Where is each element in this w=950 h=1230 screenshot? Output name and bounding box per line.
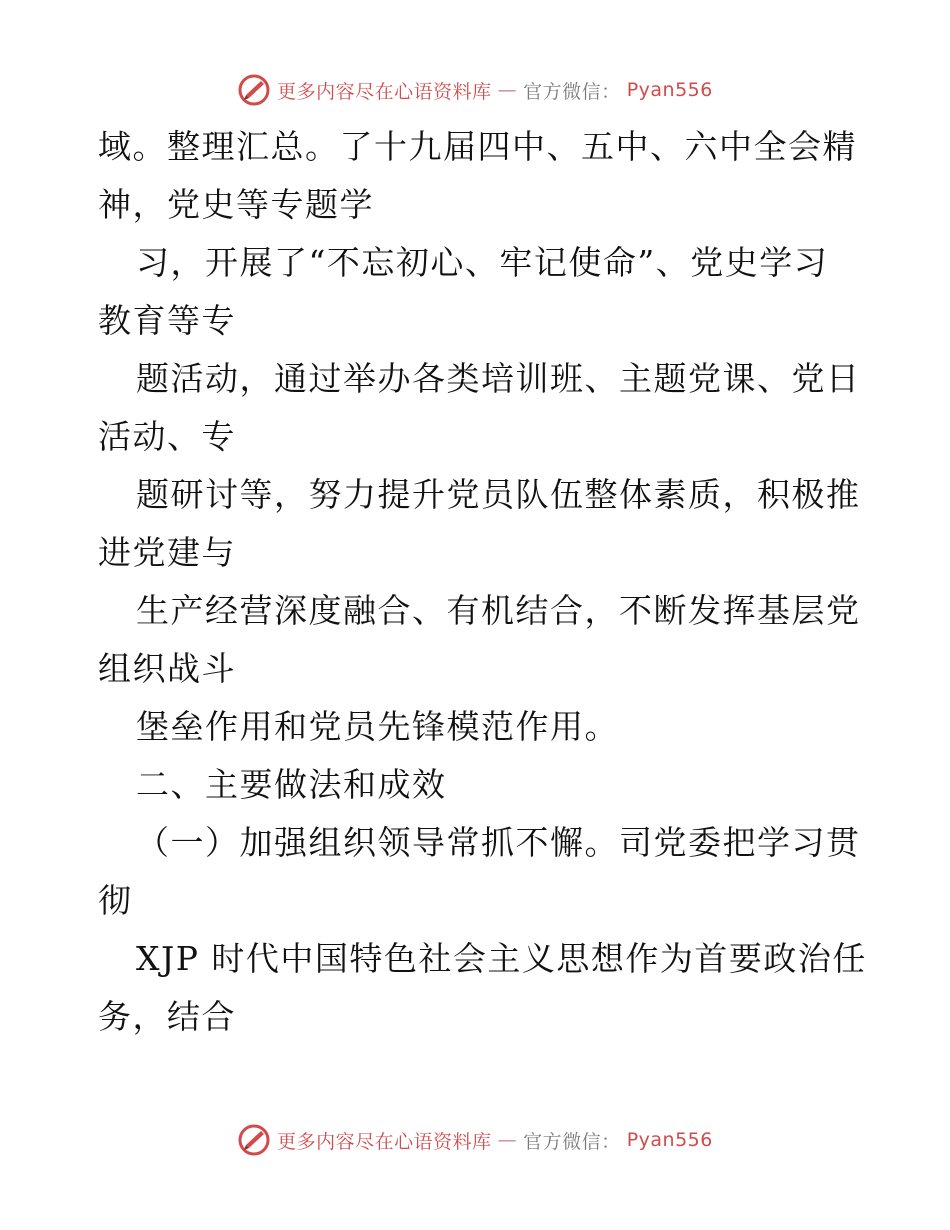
body-line: 神，党史等专题学 [98, 185, 374, 224]
watermark-separator: — [497, 1129, 518, 1151]
watermark-separator: — [497, 79, 518, 101]
body-line: 活动、专 [98, 417, 236, 456]
subsection-heading: （一）加强组织领导常抓不懈。司党委把学习贯 [136, 823, 861, 862]
footer-watermark [0, 1120, 950, 1160]
body-line: 题活动，通过举办各类培训班、主题党课、党日 [136, 359, 861, 398]
seal-logo-icon [237, 1123, 271, 1157]
watermark-wechat-id: Pyan556 [626, 79, 713, 101]
body-line: 题研讨等，努力提升党员队伍整体素质，积极推 [136, 475, 861, 514]
watermark-wechat-label: 官方微信： [523, 80, 621, 103]
seal-logo-icon [237, 73, 271, 107]
body-line: 域。整理汇总。了十九届四中、五中、六中全会精 [98, 127, 857, 166]
body-line: 生产经营深度融合、有机结合，不断发挥基层党 [136, 591, 861, 630]
body-line: 进党建与 [98, 533, 236, 572]
body-line: 习，开展了“不忘初心、牢记使命”、党史学习 [136, 243, 829, 282]
document-body [98, 118, 867, 1046]
body-line: XJP 时代中国特色社会主义思想作为首要政治任 [136, 939, 867, 978]
body-line: 堡垒作用和党员先锋模范作用。 [136, 707, 619, 746]
body-line: 组织战斗 [98, 649, 236, 688]
section-heading: 二、主要做法和成效 [136, 765, 447, 804]
body-line: 彻 [98, 881, 133, 920]
body-line: 务，结合 [98, 997, 236, 1036]
watermark-brand-text: 更多内容尽在心语资料库 [277, 1130, 492, 1153]
watermark-wechat-id: Pyan556 [626, 1129, 713, 1151]
watermark-brand-text: 更多内容尽在心语资料库 [277, 80, 492, 103]
body-line: 教育等专 [98, 301, 236, 340]
watermark-wechat-label: 官方微信： [523, 1130, 621, 1153]
header-watermark [0, 70, 950, 110]
